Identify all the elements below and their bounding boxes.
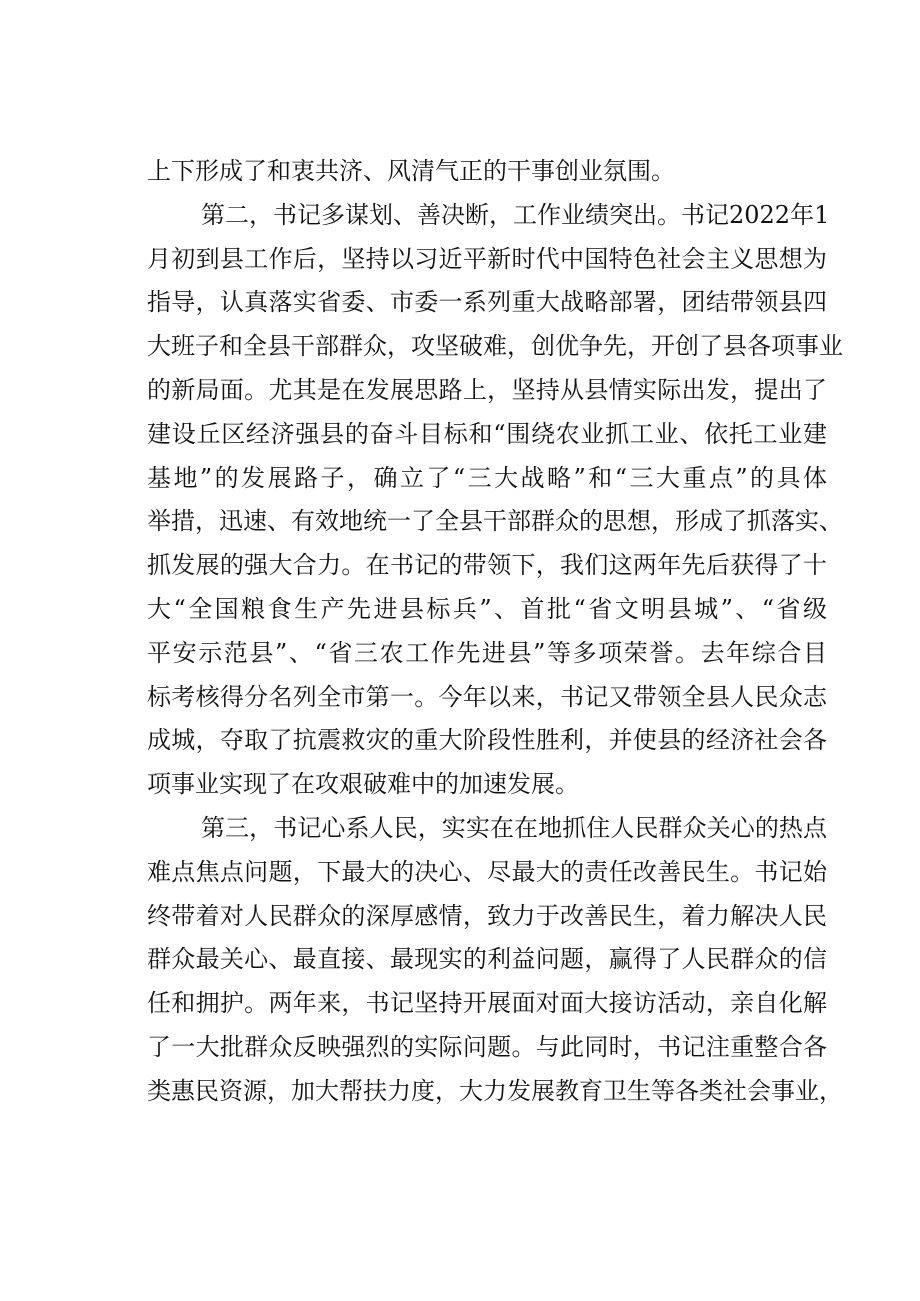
text-line: 指导，认真落实省委、市委一系列重大战略部署，团结带领县四 xyxy=(147,288,827,317)
text-line: 月初到县工作后，坚持以习近平新时代中国特色社会主义思想为 xyxy=(147,244,827,273)
text-line: 的新局面。尤其是在发展思路上，坚持从县情实际出发，提出了 xyxy=(147,375,827,404)
text-line: 群众最关心、最直接、最现实的利益问题，赢得了人民群众的信 xyxy=(147,945,827,974)
text-line: 基地”的发展路子，确立了“三大战略”和“三大重点”的具体 xyxy=(147,463,827,492)
text-line: 终带着对人民群众的深厚感情，致力于改善民生，着力解决人民 xyxy=(147,901,827,930)
text-line: 类惠民资源，加大帮扶力度，大力发展教育卫生等各类社会事业， xyxy=(147,1076,843,1105)
text-line: 建设丘区经济强县的奋斗目标和“围绕农业抓工业、依托工业建 xyxy=(147,419,827,448)
text-line: 抓发展的强大合力。在书记的带领下，我们这两年先后获得了十 xyxy=(147,551,827,580)
text-line: 举措，迅速、有效地统一了全县干部群众的思想，形成了抓落实、 xyxy=(147,507,843,536)
text-line: 大“全国粮食生产先进县标兵”、首批“省文明县城”、“省级 xyxy=(147,594,827,623)
text-line: 上下形成了和衷共济、风清气正的干事创业氛围。 xyxy=(147,157,675,185)
text-line: 成城，夺取了抗震救灾的重大阶段性胜利，并使县的经济社会各 xyxy=(147,726,827,755)
paragraph-start-line: 第三，书记心系人民，实实在在地抓住人民群众关心的热点 xyxy=(201,813,827,842)
text-line: 项事业实现了在攻艰破难中的加速发展。 xyxy=(147,770,579,799)
body-text xyxy=(147,150,843,1114)
text-line: 标考核得分名列全市第一。今年以来，书记又带领全县人民众志 xyxy=(147,682,827,711)
text-line: 难点焦点问题，下最大的决心、尽最大的责任改善民生。书记始 xyxy=(147,857,827,886)
text-line: 了一大批群众反映强烈的实际问题。与此同时，书记注重整合各 xyxy=(147,1032,827,1061)
text-line: 任和拥护。两年来，书记坚持开展面对面大接访活动，亲自化解 xyxy=(147,989,827,1018)
text-line: 平安示范县”、“省三农工作先进县”等多项荣誉。去年综合目 xyxy=(147,638,827,667)
paragraph-start-line: 第二，书记多谋划、善决断，工作业绩突出。书记2022年1 xyxy=(201,200,830,229)
text-line: 大班子和全县干部群众，攻坚破难，创优争先，开创了县各项事业 xyxy=(147,332,843,361)
